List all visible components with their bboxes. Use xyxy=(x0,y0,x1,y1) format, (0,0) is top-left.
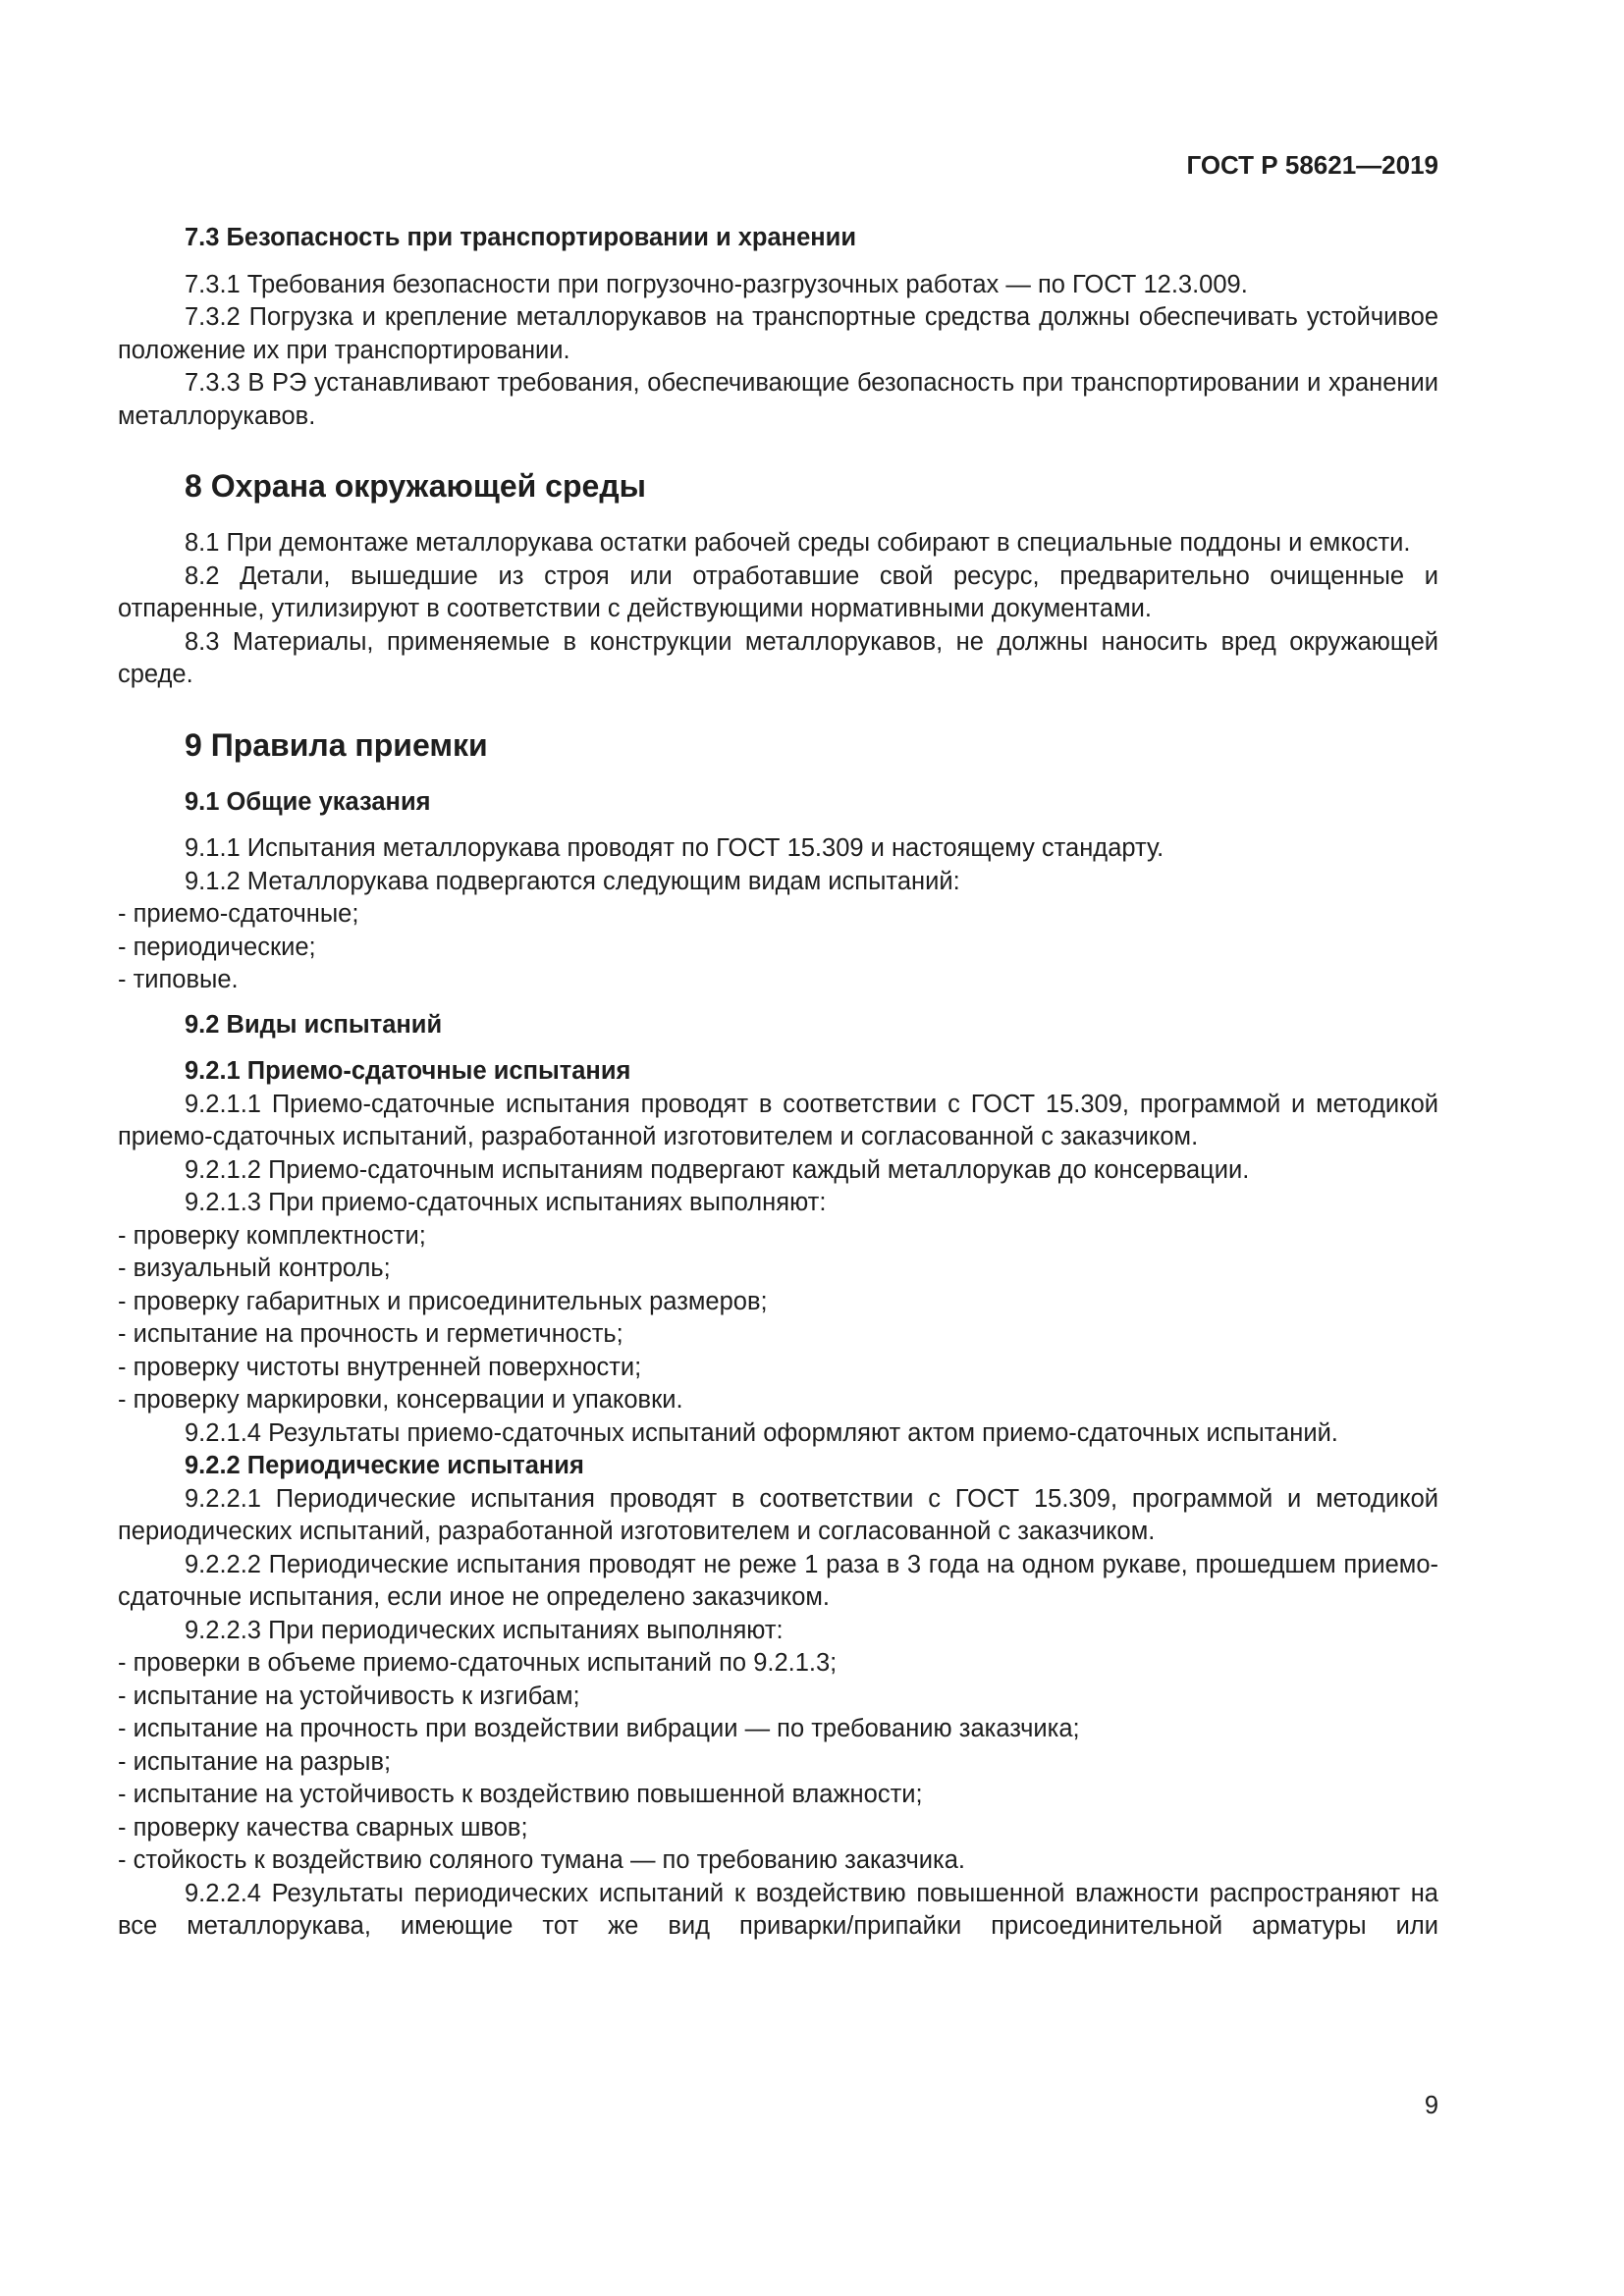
list-item: - проверку габаритных и присоединительных размеров; xyxy=(118,1287,768,1315)
list-item: - проверки в объеме приемо-сдаточных испытаний по 9.2.1.3; xyxy=(118,1649,838,1677)
section-9-title: 9 Правила приемки xyxy=(185,726,488,763)
paragraph-9-2-2-1: 9.2.2.1 Периодические испытания проводят в соответствии с ГОСТ 15.309, программой и методикой периодических испытаний, разработанной изготовителем и согласованной с заказчиком. xyxy=(118,1484,1438,1545)
paragraph-7-3-3: 7.3.3 В РЭ устанавливают требования, обеспечивающие безопасность при транспортировании и хранении металлорукавов. xyxy=(118,369,1438,430)
paragraph-9-2-1-4: 9.2.1.4 Результаты приемо-сдаточных испытаний оформляют актом приемо-сдаточных испытаний. xyxy=(185,1418,1338,1447)
document-id-header: ГОСТ Р 58621—2019 xyxy=(1186,150,1438,180)
paragraph-9-1-2: 9.1.2 Металлорукава подвергаются следующим видам испытаний: xyxy=(185,867,960,895)
document-body xyxy=(118,222,1438,1944)
list-item: - испытание на устойчивость к воздействию повышенной влажности; xyxy=(118,1781,923,1808)
paragraph-7-3-1: 7.3.1 Требования безопасности при погрузочно-разгрузочных работах — по ГОСТ 12.3.009. xyxy=(185,270,1248,298)
paragraph-9-2-1-2: 9.2.1.2 Приемо-сдаточным испытаниям подвергают каждый металлорукав до консервации. xyxy=(185,1155,1250,1184)
list-item: - проверку чистоты внутренней поверхности; xyxy=(118,1353,642,1381)
paragraph-8-3: 8.3 Материалы, применяемые в конструкции металлорукавов, не должны наносить вред окружающей среде. xyxy=(118,627,1438,688)
list-item: - проверку качества сварных швов; xyxy=(118,1813,528,1842)
section-9-2-2-title: 9.2.2 Периодические испытания xyxy=(185,1452,584,1479)
section-9-2-1-title: 9.2.1 Приемо-сдаточные испытания xyxy=(185,1057,631,1085)
paragraph-9-2-1-3: 9.2.1.3 При приемо-сдаточных испытаниях выполняют: xyxy=(185,1189,827,1216)
paragraph-7-3-2: 7.3.2 Погрузка и крепление металлорукавов на транспортные средства должны обеспечивать устойчивое положение их при транспортировании. xyxy=(118,303,1438,364)
paragraph-9-2-2-2: 9.2.2.2 Периодические испытания проводят не реже 1 раза в 3 года на одном рукаве, прошедшем приемо-сдаточные испытания, если иное не определено заказчиком. xyxy=(118,1550,1438,1611)
list-item: - испытание на разрыв; xyxy=(118,1747,392,1776)
paragraph-8-1: 8.1 При демонтаже металлорукава остатки рабочей среды собирают в специальные поддоны и емкости. xyxy=(185,529,1411,557)
paragraph-8-2: 8.2 Детали, вышедшие из строя или отработавшие свой ресурс, предварительно очищенные и отпаренные, утилизируют в соответствии с действующими нормативными документами. xyxy=(118,561,1438,622)
list-item: - приемо-сдаточные; xyxy=(118,900,359,928)
section-7-3-title: 7.3 Безопасность при транспортировании и хранении xyxy=(185,224,857,251)
section-9-1-title: 9.1 Общие указания xyxy=(185,787,431,816)
page-number: 9 xyxy=(1424,2092,1438,2119)
list-item: - проверку маркировки, консервации и упаковки. xyxy=(118,1386,683,1414)
paragraph-9-2-2-4: 9.2.2.4 Результаты периодических испытаний к воздействию повышенной влажности распространяют на все металлорукава, имеющие тот же вид приварки/припайки присоединительной арматуры или xyxy=(118,1879,1438,1940)
paragraph-9-2-2-3: 9.2.2.3 При периодических испытаниях выполняют: xyxy=(185,1616,784,1644)
list-item: - визуальный контроль; xyxy=(118,1255,391,1282)
list-item: - стойкость к воздействию соляного тумана — по требованию заказчика. xyxy=(118,1846,965,1874)
list-item: - типовые. xyxy=(118,966,239,993)
paragraph-9-2-1-1: 9.2.1.1 Приемо-сдаточные испытания проводят в соответствии с ГОСТ 15.309, программой и методикой приемо-сдаточных испытаний, разработанной изготовителем и согласованной с заказчиком. xyxy=(118,1090,1438,1150)
list-item: - проверку комплектности; xyxy=(118,1221,426,1250)
paragraph-9-1-1: 9.1.1 Испытания металлорукава проводят по ГОСТ 15.309 и настоящему стандарту. xyxy=(185,834,1164,862)
list-item: - испытание на прочность при воздействии вибрации — по требованию заказчика; xyxy=(118,1715,1080,1742)
section-8-title: 8 Охрана окружающей среды xyxy=(185,468,646,504)
list-item: - испытание на устойчивость к изгибам; xyxy=(118,1682,580,1710)
list-item: - периодические; xyxy=(118,933,316,961)
section-9-2-title: 9.2 Виды испытаний xyxy=(185,1010,443,1039)
list-item: - испытание на прочность и герметичность; xyxy=(118,1320,623,1348)
